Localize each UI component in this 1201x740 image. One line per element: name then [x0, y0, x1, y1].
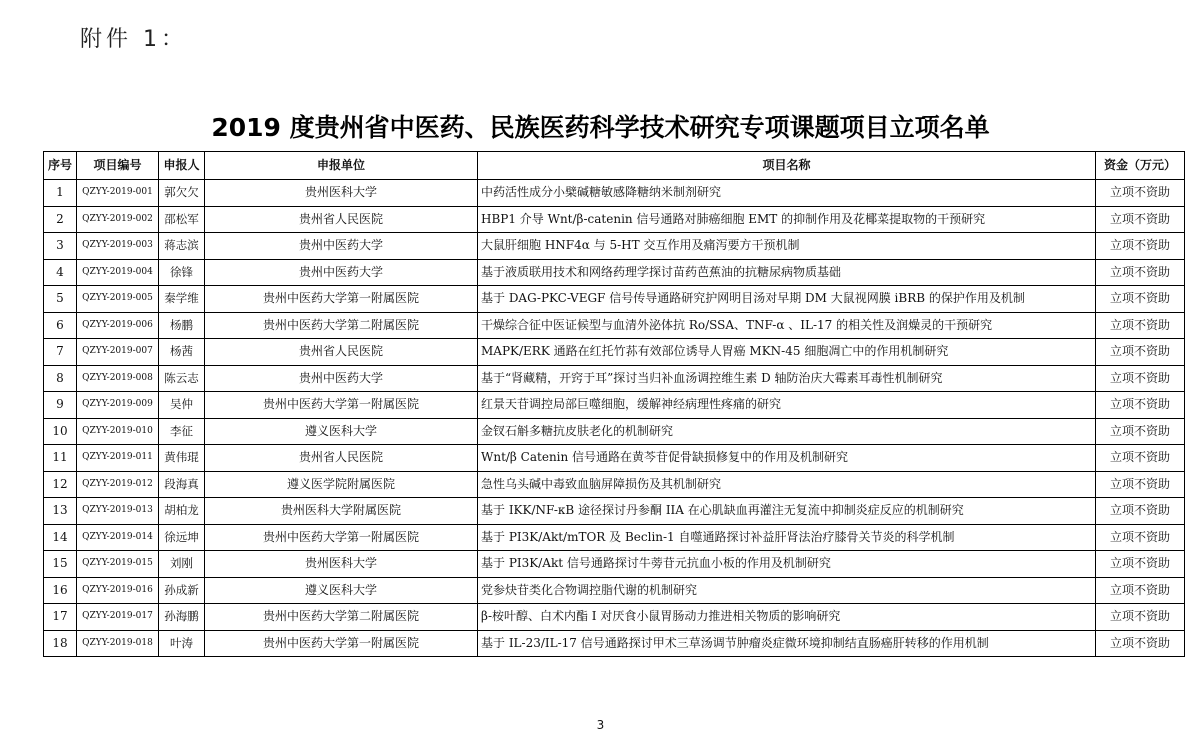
funding-status: 立项不资助: [1096, 286, 1185, 313]
institution: 贵州中医药大学第一附属医院: [205, 524, 478, 551]
page-number: 3: [596, 718, 605, 732]
table-row: [44, 365, 1185, 392]
applicant-name: 徐锋: [159, 259, 205, 286]
applicant-name: 杨鹏: [159, 312, 205, 339]
funding-status: 立项不资助: [1096, 551, 1185, 578]
project-code: QZYY-2019-010: [77, 418, 159, 445]
table-row: [44, 286, 1185, 313]
project-code: QZYY-2019-014: [77, 524, 159, 551]
project-name: 基于液质联用技术和网络药理学探讨苗药芭蕉油的抗糖尿病物质基础: [478, 259, 1096, 286]
row-index: 11: [44, 445, 77, 472]
institution: 贵州省人民医院: [205, 445, 478, 472]
project-code: QZYY-2019-018: [77, 630, 159, 657]
row-index: 9: [44, 392, 77, 419]
applicant-name: 徐远坤: [159, 524, 205, 551]
project-name: 大鼠肝细胞 HNF4α 与 5-HT 交互作用及痛泻要方干预机制: [478, 233, 1096, 260]
row-index: 3: [44, 233, 77, 260]
institution: 贵州省人民医院: [205, 206, 478, 233]
table-row: [44, 259, 1185, 286]
table-row: [44, 180, 1185, 207]
project-code: QZYY-2019-013: [77, 498, 159, 525]
row-index: 6: [44, 312, 77, 339]
project-code: QZYY-2019-001: [77, 180, 159, 207]
table-row: [44, 471, 1185, 498]
project-name: 基于 PI3K/Akt 信号通路探讨牛蒡苷元抗血小板的作用及机制研究: [478, 551, 1096, 578]
applicant-name: 李征: [159, 418, 205, 445]
project-code: QZYY-2019-005: [77, 286, 159, 313]
institution: 贵州医科大学: [205, 551, 478, 578]
institution: 贵州医科大学附属医院: [205, 498, 478, 525]
funding-status: 立项不资助: [1096, 233, 1185, 260]
funding-status: 立项不资助: [1096, 392, 1185, 419]
table-row: [44, 445, 1185, 472]
row-index: 10: [44, 418, 77, 445]
project-code: QZYY-2019-011: [77, 445, 159, 472]
applicant-name: 孙成新: [159, 577, 205, 604]
row-index: 2: [44, 206, 77, 233]
funding-status: 立项不资助: [1096, 630, 1185, 657]
project-code: QZYY-2019-016: [77, 577, 159, 604]
funding-status: 立项不资助: [1096, 259, 1185, 286]
project-name: 急性乌头碱中毒致血脑屏障损伤及其机制研究: [478, 471, 1096, 498]
row-index: 17: [44, 604, 77, 631]
funding-status: 立项不资助: [1096, 339, 1185, 366]
funding-status: 立项不资助: [1096, 445, 1185, 472]
table-row: [44, 339, 1185, 366]
funding-status: 立项不资助: [1096, 312, 1185, 339]
row-index: 18: [44, 630, 77, 657]
project-code: QZYY-2019-006: [77, 312, 159, 339]
project-name: HBP1 介导 Wnt/β-catenin 信号通路对肺癌细胞 EMT 的抑制作用及花椰菜提取物的干预研究: [478, 206, 1096, 233]
project-code: QZYY-2019-008: [77, 365, 159, 392]
project-name: 党参炔苷类化合物调控脂代谢的机制研究: [478, 577, 1096, 604]
institution: 贵州省人民医院: [205, 339, 478, 366]
applicant-name: 陈云志: [159, 365, 205, 392]
table-row: [44, 630, 1185, 657]
header-index: 序号: [44, 152, 77, 180]
funding-status: 立项不资助: [1096, 577, 1185, 604]
row-index: 13: [44, 498, 77, 525]
project-code: QZYY-2019-015: [77, 551, 159, 578]
project-code: QZYY-2019-002: [77, 206, 159, 233]
applicant-name: 蒋志滨: [159, 233, 205, 260]
row-index: 1: [44, 180, 77, 207]
header-project-code: 项目编号: [77, 152, 159, 180]
project-name: 基于“肾藏精，开窍于耳”探讨当归补血汤调控维生素 D 轴防治庆大霉素耳毒性机制研究: [478, 365, 1096, 392]
header-institution: 申报单位: [205, 152, 478, 180]
institution: 贵州中医药大学: [205, 233, 478, 260]
applicant-name: 胡柏龙: [159, 498, 205, 525]
project-name: MAPK/ERK 通路在红托竹荪有效部位诱导人胃癌 MKN-45 细胞凋亡中的作用机制研究: [478, 339, 1096, 366]
table-row: [44, 418, 1185, 445]
applicant-name: 吴仲: [159, 392, 205, 419]
funding-status: 立项不资助: [1096, 206, 1185, 233]
table-row: [44, 312, 1185, 339]
project-name: 基于 PI3K/Akt/mTOR 及 Beclin-1 自噬通路探讨补益肝肾法治疗膝骨关节炎的科学机制: [478, 524, 1096, 551]
table-row: [44, 524, 1185, 551]
applicant-name: 刘刚: [159, 551, 205, 578]
row-index: 7: [44, 339, 77, 366]
applicant-name: 邵松军: [159, 206, 205, 233]
applicant-name: 郭欠欠: [159, 180, 205, 207]
institution: 贵州中医药大学第一附属医院: [205, 630, 478, 657]
attachment-label: 附件 1：: [80, 27, 187, 52]
applicant-name: 叶涛: [159, 630, 205, 657]
project-table: [43, 151, 1185, 657]
institution: 贵州中医药大学第二附属医院: [205, 604, 478, 631]
funding-status: 立项不资助: [1096, 418, 1185, 445]
project-code: QZYY-2019-017: [77, 604, 159, 631]
row-index: 8: [44, 365, 77, 392]
table-header-row: [44, 152, 1185, 180]
funding-status: 立项不资助: [1096, 524, 1185, 551]
row-index: 16: [44, 577, 77, 604]
institution: 贵州医科大学: [205, 180, 478, 207]
project-code: QZYY-2019-007: [77, 339, 159, 366]
project-code: QZYY-2019-012: [77, 471, 159, 498]
project-name: 中药活性成分小檗碱糖敏感降糖纳米制剂研究: [478, 180, 1096, 207]
project-name: 干燥综合征中医证候型与血清外泌体抗 Ro/SSA、TNF-α 、IL-17 的相关性及润燥灵的干预研究: [478, 312, 1096, 339]
table-row: [44, 498, 1185, 525]
project-name: Wnt/β Catenin 信号通路在黄芩苷促骨缺损修复中的作用及机制研究: [478, 445, 1096, 472]
institution: 贵州中医药大学第一附属医院: [205, 392, 478, 419]
funding-status: 立项不资助: [1096, 604, 1185, 631]
project-name: 金钗石斛多糖抗皮肤老化的机制研究: [478, 418, 1096, 445]
table-row: [44, 206, 1185, 233]
funding-status: 立项不资助: [1096, 498, 1185, 525]
table-row: [44, 577, 1185, 604]
project-name: 基于 IKK/NF-κB 途径探讨丹参酮 IIA 在心肌缺血再灌注无复流中抑制炎症反应的机制研究: [478, 498, 1096, 525]
applicant-name: 杨茜: [159, 339, 205, 366]
header-project-name: 项目名称: [478, 152, 1096, 180]
row-index: 14: [44, 524, 77, 551]
header-funding: 资金（万元）: [1096, 152, 1185, 180]
funding-status: 立项不资助: [1096, 180, 1185, 207]
project-name: 基于 DAG-PKC-VEGF 信号传导通路研究护网明目汤对早期 DM 大鼠视网膜 iBRB 的保护作用及机制: [478, 286, 1096, 313]
institution: 贵州中医药大学第一附属医院: [205, 286, 478, 313]
institution: 遵义医科大学: [205, 418, 478, 445]
header-applicant: 申报人: [159, 152, 205, 180]
row-index: 12: [44, 471, 77, 498]
institution: 遵义医科大学: [205, 577, 478, 604]
project-name: β-桉叶醇、白术内酯 I 对厌食小鼠胃肠动力推进相关物质的影响研究: [478, 604, 1096, 631]
table-row: [44, 392, 1185, 419]
institution: 贵州中医药大学第二附属医院: [205, 312, 478, 339]
institution: 遵义医学院附属医院: [205, 471, 478, 498]
table-row: [44, 233, 1185, 260]
applicant-name: 孙海鹏: [159, 604, 205, 631]
project-code: QZYY-2019-004: [77, 259, 159, 286]
funding-status: 立项不资助: [1096, 471, 1185, 498]
applicant-name: 秦学维: [159, 286, 205, 313]
applicant-name: 黄伟琨: [159, 445, 205, 472]
project-code: QZYY-2019-009: [77, 392, 159, 419]
applicant-name: 段海真: [159, 471, 205, 498]
table-row: [44, 551, 1185, 578]
project-name: 基于 IL-23/IL-17 信号通路探讨甲术三草汤调节肿瘤炎症微环境抑制结直肠癌肝转移的作用机制: [478, 630, 1096, 657]
row-index: 4: [44, 259, 77, 286]
project-code: QZYY-2019-003: [77, 233, 159, 260]
document-title: 2019 度贵州省中医药、民族医药科学技术研究专项课题项目立项名单: [211, 113, 990, 142]
project-name: 红景天苷调控局部巨噬细胞，缓解神经病理性疼痛的研究: [478, 392, 1096, 419]
table-row: [44, 604, 1185, 631]
institution: 贵州中医药大学: [205, 365, 478, 392]
institution: 贵州中医药大学: [205, 259, 478, 286]
funding-status: 立项不资助: [1096, 365, 1185, 392]
row-index: 15: [44, 551, 77, 578]
row-index: 5: [44, 286, 77, 313]
